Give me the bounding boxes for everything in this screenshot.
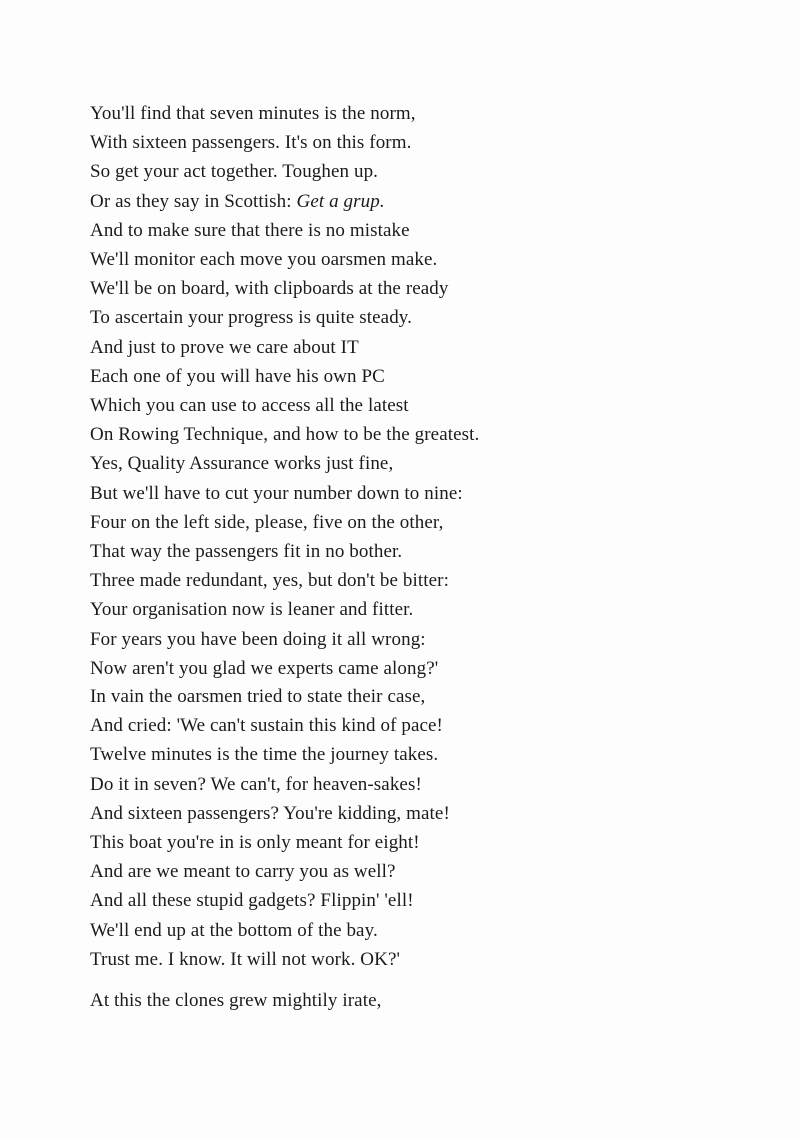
poem-line: And to make sure that there is no mistake: [90, 219, 410, 241]
poem-line: Your organisation now is leaner and fitter.: [90, 599, 414, 621]
poem-line: And are we meant to carry you as well?: [90, 861, 396, 883]
poem-line: But we'll have to cut your number down to nine:: [90, 482, 463, 504]
italic-phrase: Get a grup.: [296, 190, 385, 212]
poem-line: Trust me. I know. It will not work. OK?': [90, 948, 401, 970]
poem-line: Which you can use to access all the latest: [90, 395, 409, 417]
poem-line: Yes, Quality Assurance works just fine,: [90, 453, 394, 475]
poem-line: And just to prove we care about IT: [90, 336, 359, 358]
poem-line: Now aren't you glad we experts came along?': [90, 657, 439, 679]
poem-line: And cried: 'We can't sustain this kind of pace!: [90, 715, 443, 737]
poem-line: We'll end up at the bottom of the bay.: [90, 919, 378, 941]
poem-line: In vain the oarsmen tried to state their case,: [90, 686, 426, 707]
stanza-1: [90, 99, 770, 683]
poem-line: That way the passengers fit in no bother.: [90, 541, 403, 563]
poem-line: Do it in seven? We can't, for heaven-sakes!: [90, 773, 422, 795]
poem-line: Twelve minutes is the time the journey takes.: [90, 744, 439, 766]
poem-line: Each one of you will have his own PC: [90, 365, 385, 387]
poem-line: And all these stupid gadgets? Flippin' 'ell!: [90, 890, 414, 912]
poem-line: At this the clones grew mightily irate,: [90, 990, 382, 1011]
poem-line-text: Or as they say in Scottish:: [90, 190, 292, 212]
poem-line: To ascertain your progress is quite steady.: [90, 307, 413, 329]
poem-line: With sixteen passengers. It's on this form.: [90, 132, 412, 154]
poem-line: So get your act together. Toughen up.: [90, 161, 379, 183]
stanza-2: [90, 682, 770, 974]
poem-line: For years you have been doing it all wrong:: [90, 628, 426, 650]
poem-line: This boat you're in is only meant for eight!: [90, 832, 420, 854]
poem-line: We'll monitor each move you oarsmen make.: [90, 249, 438, 271]
poem-line: Three made redundant, yes, but don't be bitter:: [90, 570, 449, 592]
poem-line: Four on the left side, please, five on the other,: [90, 511, 444, 533]
poem-line: On Rowing Technique, and how to be the greatest.: [90, 424, 480, 446]
poem-line: You'll find that seven minutes is the norm,: [90, 103, 416, 124]
poem-line: And sixteen passengers? You're kidding, mate!: [90, 802, 450, 824]
poem-line: We'll be on board, with clipboards at the ready: [90, 278, 449, 300]
poem-line: [90, 187, 770, 216]
stanza-3: [90, 986, 770, 1015]
